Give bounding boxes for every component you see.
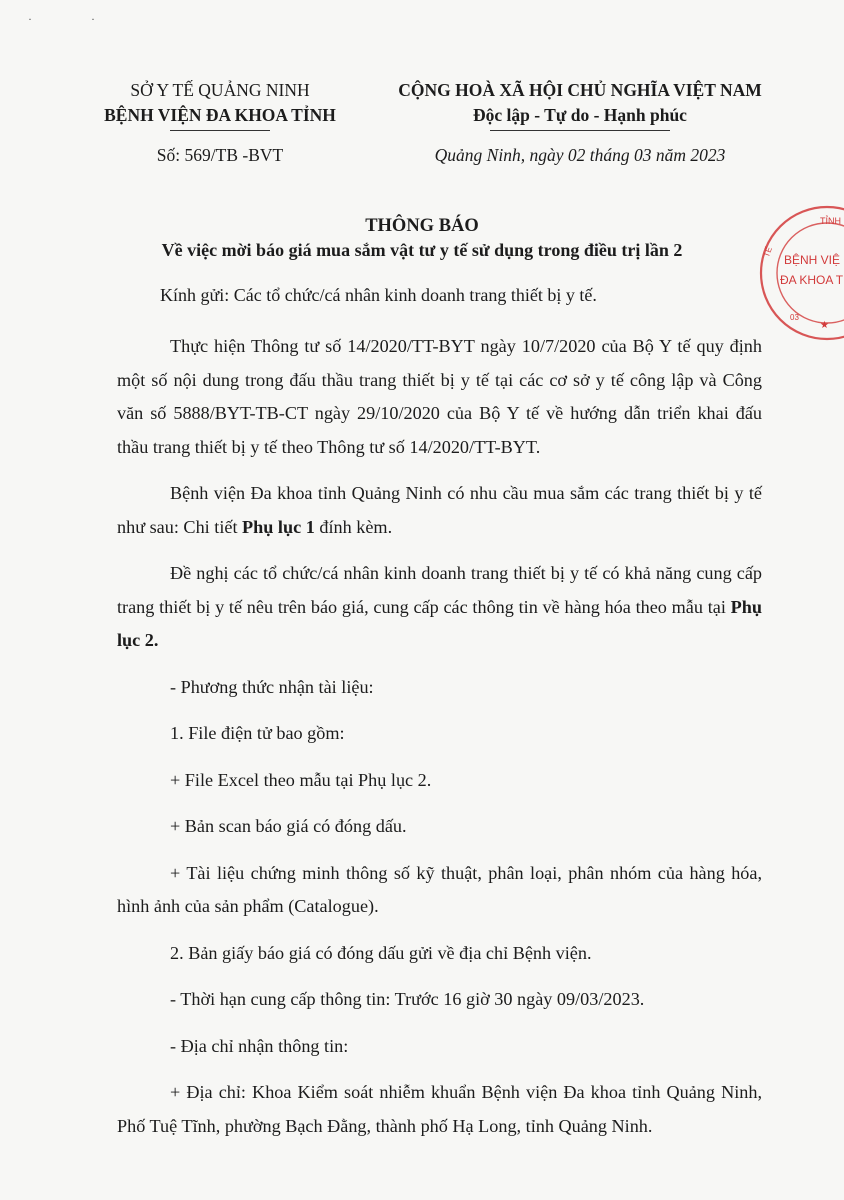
stamp-line-1: BỆNH VIỆ <box>784 253 841 267</box>
document-title: THÔNG BÁO <box>365 216 479 236</box>
stamp-line-2: ĐA KHOA T <box>780 273 844 287</box>
text-run: đính kèm. <box>314 516 393 537</box>
list-heading-submission-method: - Phương thức nhận tài liệu: <box>170 676 374 697</box>
national-motto: Độc lập - Tự do - Hạnh phúc <box>473 105 687 125</box>
document-body <box>117 330 762 1143</box>
paragraph-procurement-need <box>117 477 762 544</box>
text-run: Bệnh viện Đa khoa tỉnh Quảng Ninh có nhu cầu mua sắm các trang thiết bị y tế như sau: Chi tiết <box>117 483 762 537</box>
stamp-top-text: TỈNH <box>820 216 841 226</box>
issuer-department: SỞ Y TẾ QUẢNG NINH <box>130 80 310 100</box>
stamp-side-text: TẾ <box>762 245 775 259</box>
list-item-electronic-files: 1. File điện tử bao gồm: <box>170 723 345 743</box>
list-item-excel-file: + File Excel theo mẫu tại Phụ lục 2. <box>170 769 432 790</box>
address-line: + Địa chỉ: Khoa Kiểm soát nhiễm khuẩn Bệnh viện Đa khoa tỉnh Quảng Ninh, Phố Tuệ Tĩnh, phường Bạch Đằng, thành phố Hạ Long, tỉnh Quảng Ninh. <box>117 1082 762 1136</box>
document-date: Quảng Ninh, ngày 02 tháng 03 năm 2023 <box>434 145 726 165</box>
motto-underline <box>490 130 670 131</box>
paragraph-request <box>117 557 762 658</box>
appendix-1-ref: Phụ lục 1 <box>242 516 315 537</box>
list-item-scanned-quote: + Bản scan báo giá có đóng dấu. <box>170 816 407 836</box>
deadline-line: - Thời hạn cung cấp thông tin: Trước 16 giờ 30 ngày 09/03/2023. <box>170 989 645 1009</box>
address-heading: - Địa chỉ nhận thông tin: <box>170 1035 349 1056</box>
list-item-technical-docs: + Tài liệu chứng minh thông số kỹ thuật, phân loại, phân nhóm của hàng hóa, hình ảnh của sản phẩm (Catalogue). <box>117 862 762 916</box>
document-subtitle: Về việc mời báo giá mua sắm vật tư y tế sử dụng trong điều trị lần 2 <box>161 240 683 260</box>
text-run: Đề nghị các tổ chức/cá nhân kinh doanh trang thiết bị y tế có khả năng cung cấp trang thiết bị y tế nêu trên báo giá, cung cấp các thông tin về hàng hóa theo mẫu tại <box>117 563 762 617</box>
stamp-code: 03 <box>790 313 799 322</box>
hospital-seal-stamp <box>752 198 844 348</box>
document-number: Số: 569/TB -BVT <box>156 145 284 165</box>
appendix-2-ref: Phụ lục 2. <box>117 596 762 650</box>
stamp-star: ★ <box>820 320 829 331</box>
issuer-underline <box>170 130 270 131</box>
issuer-hospital: BỆNH VIỆN ĐA KHOA TỈNH <box>104 105 336 125</box>
recipient-line: Kính gửi: Các tổ chức/cá nhân kinh doanh trang thiết bị y tế. <box>160 285 597 305</box>
national-name: CỘNG HOÀ XÃ HỘI CHỦ NGHĨA VIỆT NAM <box>398 80 762 100</box>
issuer-block <box>80 78 360 131</box>
scan-specks: · · <box>28 12 123 26</box>
national-motto-block <box>360 78 800 131</box>
list-item-paper-quote: 2. Bản giấy báo giá có đóng dấu gửi về địa chỉ Bệnh viện. <box>170 942 592 963</box>
paragraph-legal-basis: Thực hiện Thông tư số 14/2020/TT-BYT ngày 10/7/2020 của Bộ Y tế quy định một số nội dung trong đấu thầu trang thiết bị y tế tại các cơ sở y tế công lập và Công văn số 5888/BYT-TB-CT ngày 29/10/2020 của Bộ Y tế về hướng dẫn triển khai đấu thầu trang thiết bị y tế theo Thông tư số 14/2020/TT-BYT. <box>117 336 762 457</box>
